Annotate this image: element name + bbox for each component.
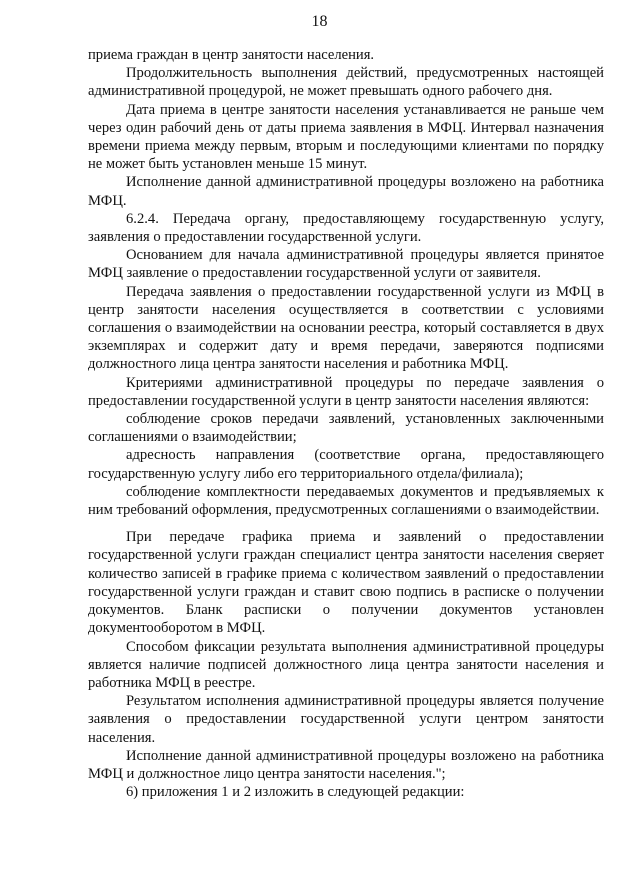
paragraph-criteria: Критериями административной процедуры по передаче заявления о предоставлении государственной услуги в центр занятости населения являются: bbox=[88, 374, 604, 409]
paragraph-continuation: приема граждан в центр занятости населения. bbox=[88, 47, 375, 63]
paragraph-fixation: Способом фиксации результата выполнения административной процедуры является наличие подписей должностного лица центра занятости населения и работника МФЦ в реестре. bbox=[88, 638, 604, 691]
paragraph-result: Результатом исполнения административной процедуры является получение заявления о предоставлении государственной услуги центром занятости населения. bbox=[88, 693, 604, 746]
paragraph-responsible-mfc: Исполнение данной административной процедуры возложено на работника МФЦ. bbox=[88, 174, 604, 209]
paragraph-schedule-check: При передаче графика приема и заявлений о предоставлении государственной услуги граждан специалист центра занятости населения сверяет количество записей в графике приема с количеством заявлений о предоставлении государственной услуги граждан и ставит свою подпись в расписке о получении документов. Бланк расписки о получении документов установлен документооборотом в МФЦ. bbox=[88, 529, 604, 637]
paragraph-appendices: 6) приложения 1 и 2 изложить в следующей редакции: bbox=[126, 784, 465, 801]
document-body bbox=[88, 46, 604, 801]
paragraph-criterion-completeness: соблюдение комплектности передаваемых документов и предъявляемых к ним требований оформления, предусмотренных соглашениями о взаимодействии. bbox=[88, 483, 604, 519]
paragraph-appointment-date: Дата приема в центре занятости населения устанавливается не раньше чем через один рабочий день от даты приема заявления в МФЦ. Интервал назначения времени приема между первым, вторым и последующими клиентами по порядку не может быть установлен меньше 15 минут. bbox=[88, 101, 604, 173]
paragraph-criterion-addressing: адресность направления (соответствие органа, предоставляющего государственную услугу либо его территориального отдела/филиала); bbox=[88, 447, 604, 482]
paragraph-basis: Основанием для начала административной процедуры является принятое МФЦ заявление о предоставлении государственной услуги от заявителя. bbox=[88, 247, 604, 282]
paragraph-transfer: Передача заявления о предоставлении государственной услуги из МФЦ в центр занятости населения осуществляется в соответствии с условиями соглашения о взаимодействии на основании реестра, который составляется в двух экземплярах и содержит дату и время передачи, заверяются подписями должностного лица центра занятости населения и работника МФЦ. bbox=[88, 283, 604, 373]
page-number: 18 bbox=[311, 13, 328, 30]
paragraph-section-6-2-4: 6.2.4. Передача органу, предоставляющему государственную услугу, заявления о предоставлении государственной услуги. bbox=[88, 210, 604, 246]
paragraph-criterion-deadlines: соблюдение сроков передачи заявлений, установленных заключенными соглашениями о взаимодействии; bbox=[88, 411, 604, 446]
paragraph-duration: Продолжительность выполнения действий, предусмотренных настоящей административной процедурой, не может превышать одного рабочего дня. bbox=[88, 65, 604, 100]
paragraph-responsible-both: Исполнение данной административной процедуры возложено на работника МФЦ и должностное лицо центра занятости населения."; bbox=[88, 747, 604, 782]
